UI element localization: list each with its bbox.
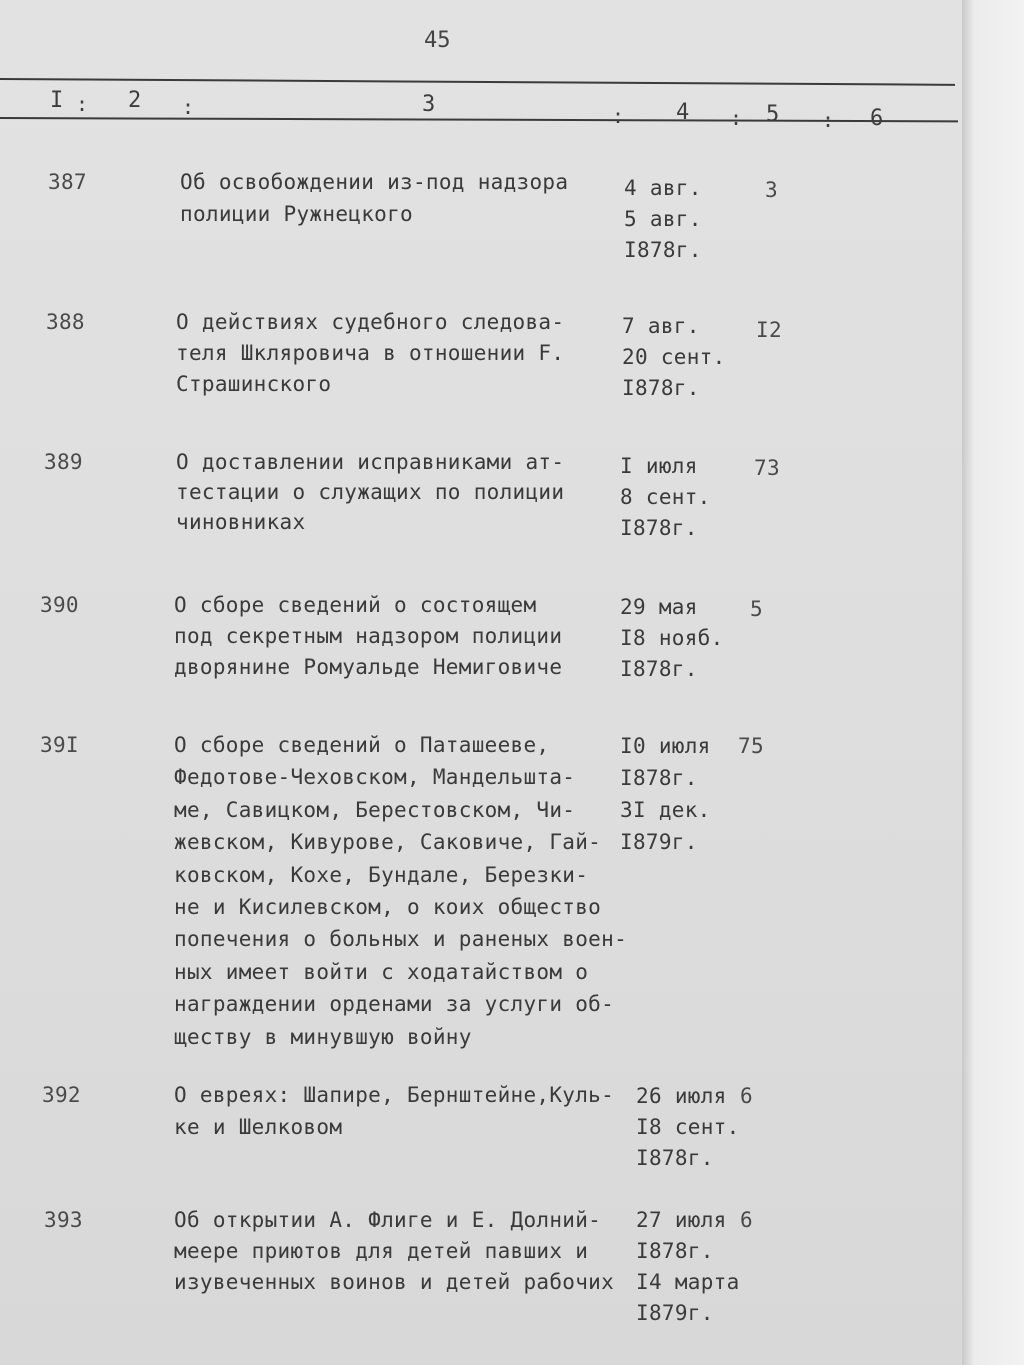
entry-page-count: 5 — [750, 597, 763, 621]
entry-date-line: 26 июля — [636, 1084, 727, 1108]
entry-date-line: I878г. — [620, 657, 698, 681]
entry-description-line: дворянине Ромуальде Немиговиче — [174, 655, 563, 679]
entry-number: 388 — [46, 310, 85, 334]
entry-date-line: I4 марта — [636, 1270, 740, 1294]
entry-date-line: 27 июля — [636, 1208, 727, 1232]
entry-description-line: О сборе сведений о состоящем — [174, 593, 537, 617]
column-separator: : — [730, 106, 743, 130]
entry-date-line: 8 сент. — [620, 485, 711, 509]
entry-number: 389 — [44, 450, 83, 474]
entry-description-line: тестации о служащих по полиции — [176, 480, 565, 504]
entry-date-line: I8 нояб. — [620, 626, 724, 650]
entry-number: 393 — [44, 1208, 83, 1232]
entry-date-line: 3I дек. — [620, 798, 711, 822]
entry-description-line: ных имеет войти с ходатайством о — [174, 959, 589, 984]
entry-description-line: полиции Ружнецкого — [180, 202, 413, 226]
entry-date-line: 4 авг. — [624, 176, 702, 200]
entry-page-count: 3 — [765, 178, 778, 202]
entry-number: 392 — [42, 1083, 81, 1107]
entry-date-line: I0 июля — [620, 734, 711, 758]
entry-description-line: О действиях судебного следова- — [176, 310, 565, 334]
entry-description-line: ме, Савицком, Берестовском, Чи- — [174, 797, 576, 822]
entry-description-line: награждении орденами за услуги об- — [174, 992, 615, 1017]
entry-number: 390 — [40, 593, 79, 617]
entry-description-line: меере приютов для детей павших и — [174, 1239, 589, 1263]
entry-description-line: Федотове-Чеховском, Мандельшта- — [174, 765, 576, 790]
entry-page-count: 75 — [738, 734, 764, 758]
entry-description-line: О сборе сведений о Паташееве, — [174, 733, 550, 757]
column-separator: : — [76, 92, 89, 116]
entry-date-line: I879г. — [636, 1301, 714, 1325]
entry-description-line: теля Шкляровича в отношении F. — [176, 341, 565, 365]
entry-date-line: I878г. — [624, 238, 702, 262]
entry-date-line: I878г. — [636, 1146, 714, 1170]
column-4-header: 4 — [676, 100, 690, 125]
entry-number: 39I — [40, 733, 79, 757]
entry-description-line: жевском, Кивурове, Саковиче, Гай- — [174, 830, 602, 855]
column-separator: : — [612, 104, 625, 128]
column-5-header: 5 — [766, 102, 780, 127]
entry-date-line: 29 мая — [620, 595, 698, 619]
entry-date-line: 5 авг. — [624, 207, 702, 231]
entry-date-line: I878г. — [620, 516, 698, 540]
page-number: 45 — [424, 28, 451, 53]
entry-description-line: Об открытии А. Флиге и Е. Долний- — [174, 1208, 602, 1232]
entry-date-line: I878г. — [622, 376, 700, 400]
entry-description-line: не и Кисилевском, о коих общество — [174, 895, 602, 919]
column-3-header: 3 — [422, 92, 436, 117]
entry-description-line: О евреях: Шапире, Бернштейне,Куль- — [174, 1083, 615, 1107]
entry-description-line: ществу в минувшую войну — [174, 1024, 472, 1049]
entry-date-line: I июля — [620, 454, 698, 478]
entry-description-line: ковском, Кохе, Бундале, Березки- — [174, 862, 589, 887]
entry-page-count: 73 — [754, 456, 780, 480]
entry-description-line: ке и Шелковом — [174, 1115, 343, 1139]
column-1-header: I — [50, 88, 64, 113]
column-6-header: 6 — [870, 106, 884, 131]
column-separator: : — [182, 95, 195, 119]
column-2-header: 2 — [128, 88, 142, 113]
entry-description-line: О доставлении исправниками ат- — [176, 450, 565, 474]
entry-description-line: под секретным надзором полиции — [174, 624, 563, 648]
entry-date-line: I879г. — [620, 830, 698, 854]
entry-description-line: Страшинского — [176, 372, 332, 396]
entry-description-line: чиновниках — [176, 510, 306, 534]
page-edge — [962, 0, 1024, 1365]
entry-page-count: 6 — [740, 1208, 753, 1232]
entry-date-line: I878г. — [636, 1239, 714, 1263]
entry-description-line: Об освобождении из-под надзора — [180, 170, 569, 194]
entry-number: 387 — [48, 170, 87, 194]
entry-date-line: I8 сент. — [636, 1115, 740, 1139]
entry-date-line: I878г. — [620, 766, 698, 790]
entry-page-count: 6 — [740, 1084, 753, 1108]
entry-page-count: I2 — [756, 318, 782, 342]
column-separator: : — [822, 108, 835, 132]
entry-description-line: изувеченных воинов и детей рабочих — [174, 1270, 615, 1294]
entry-date-line: 20 сент. — [622, 345, 726, 369]
entry-date-line: 7 авг. — [622, 314, 700, 338]
entry-description-line: попечения о больных и раненых воен- — [174, 927, 628, 952]
